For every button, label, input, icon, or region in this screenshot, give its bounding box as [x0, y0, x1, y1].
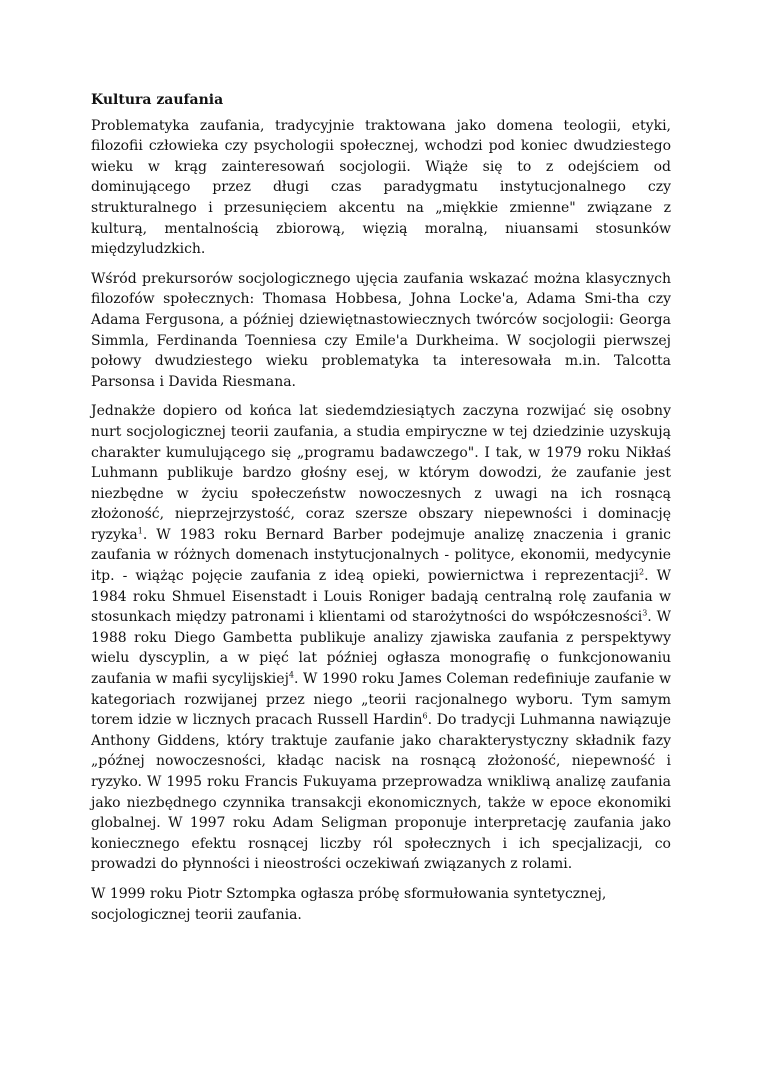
paragraph-4	[91, 884, 671, 925]
paragraph-text: Wśród prekursorów socjologicznego ujęcia zaufania wskazać można klasycznych filozofów społecznych: Thomasa Hobbesa, Johna Locke'a, Adama Smi-tha czy Adama Fergusona, a później dziewiętnastowiecznych twórców socjologii: Georga Simmla, Ferdinanda Toenniesa czy Emile'a Durkheima. W socjologii pierwszej połowy dwudziestego wieku problematyka ta interesowała m.in. Talcotta Parsonsa i Davida Riesmana.	[91, 270, 671, 390]
paragraph-text: . W 1984 roku Shmuel Eisenstadt i Louis Roniger badają centralną rolę zaufania w stosunkach między patronami i klientami od starożytności do współczesności	[91, 568, 671, 626]
footnote-ref-4: 4	[288, 670, 295, 680]
paragraph-3	[91, 401, 671, 875]
paragraph-text: . W 1990 roku James Coleman redefiniuje zaufanie w kategoriach rozwijanej przez niego „teorii racjonalnego wyboru. Tym samym torem idzie w licznych pracach Russell Hardin	[91, 671, 672, 729]
paragraph-text: . W 1988 roku Diego Gambetta publikuje analizy zjawiska zaufania z perspektywy wielu dyscyplin, a w pięć lat później ogłasza monografię o funkcjonowaniu zaufania w mafii sycylijskiej	[91, 609, 671, 688]
document-page	[91, 90, 671, 934]
paragraph-text: Jednakże dopiero od końca lat siedemdziesiątych zaczyna rozwijać się osobny nurt socjologicznej teorii zaufania, a studia empiryczne w tej dziedzinie uzyskują charakter kumulującego się „programu badawczego". I tak, w 1979 roku Nikłaś Luhmann publikuje bardzo głośny esej, w którym dowodzi, że zaufanie jest niezbędne w życiu społeczeństw nowoczesnych z uwagi na ich rosnącą złożoność, nieprzejrzystość, coraz szersze obszary niepewności i dominację ryzyka	[91, 403, 671, 543]
document-title: Kultura zaufania	[91, 92, 224, 108]
paragraph-text: Problematyka zaufania, tradycyjnie traktowana jako domena teologii, etyki, filozofii człowieka czy psychologii społecznej, wchodzi pod koniec dwudziestego wieku w krąg zainteresowań socjologii. Wiąże się to z odejściem od dominującego przez długi czas paradygmatu instytucjonalnego czy strukturalnego i przesunięciem akcentu na „miękkie zmienne" związane z kulturą, mentalnością zbiorową, więzią moralną, niuansami stosunków międzyludzkich.	[91, 117, 671, 258]
paragraph-text: . W 1983 roku Bernard Barber podejmuje analizę znaczenia i granic zaufania w różnych domenach instytucjonalnych - polityce, ekonomii, medycynie itp. - wiążąc pojęcie zaufania z ideą opieki, powiernictwa i reprezentacji	[91, 526, 671, 585]
paragraph-text: . Do tradycji Luhmanna nawiązuje Anthony Giddens, który traktuje zaufanie jako charakterystyczny składnik fazy „późnej nowoczesności, kładąc nacisk na rosnącą złożoność, niepewność i ryzyko. W 1995 roku Francis Fukuyama przeprowadza wnikliwą analizę zaufania jako niezbędnego czynnika transakcji ekonomicznych, także w epoce ekonomiki globalnej. W 1997 roku Adam Seligman proponuje interpretację zaufania jako koniecznego efektu rosnącej liczby ról społecznych i ich specjalizacji, co prowadzi do płynności i nieostrości oczekiwań związanych z rolami.	[91, 712, 671, 873]
paragraph-2	[91, 269, 671, 393]
paragraph-text: W 1999 roku Piotr Sztompka ogłasza próbę sformułowania syntetycznej, socjologicznej teorii zaufania.	[91, 885, 607, 923]
paragraph-1	[91, 116, 671, 260]
footnote-ref-6: 6	[422, 711, 428, 721]
footnote-ref-2: 2	[638, 567, 645, 577]
footnote-ref-3: 3	[642, 608, 648, 618]
footnote-ref-1: 1	[137, 526, 143, 536]
